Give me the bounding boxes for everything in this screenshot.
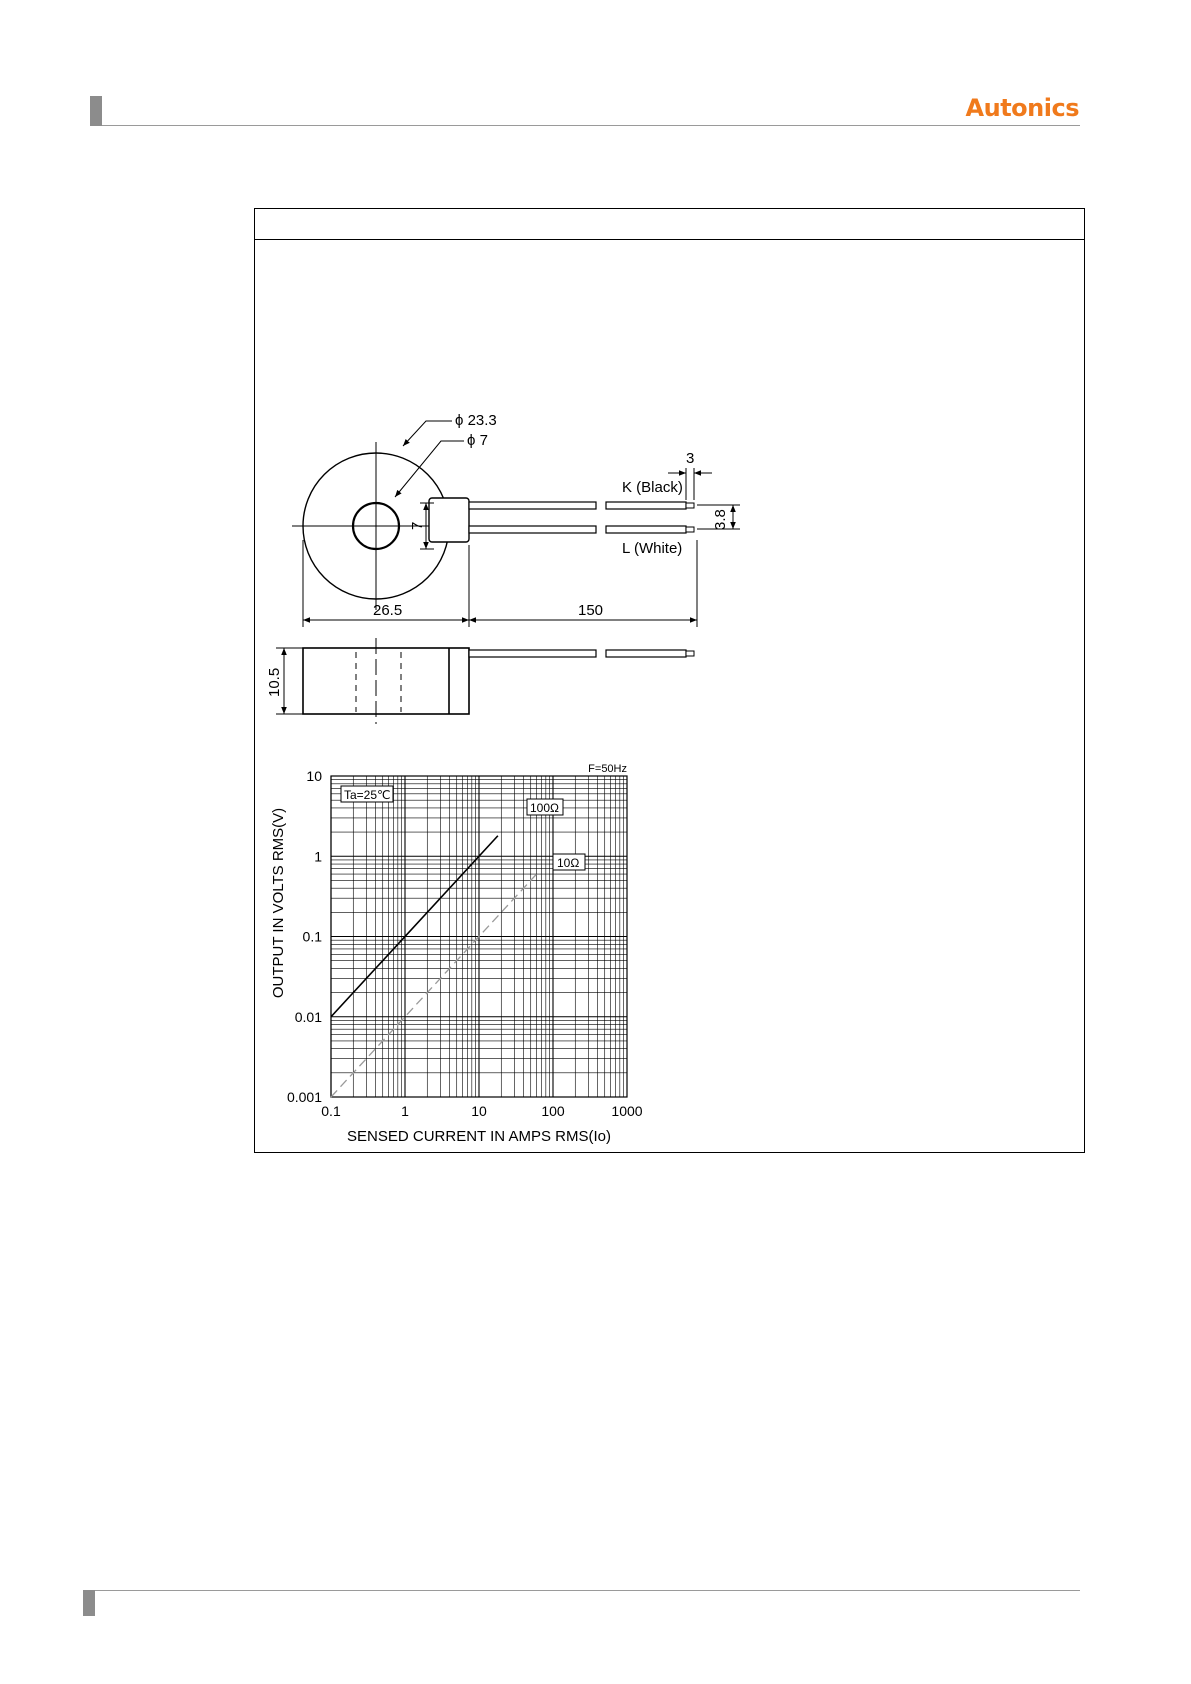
x-tick-label: 1 bbox=[401, 1103, 409, 1119]
series-line bbox=[331, 836, 498, 1017]
y-tick-label: 0.001 bbox=[286, 1089, 322, 1105]
lead-boss bbox=[429, 498, 469, 542]
x-tick-label: 10 bbox=[471, 1103, 487, 1119]
dim-inner-diameter: ϕ 7 bbox=[467, 432, 488, 449]
footer-rule bbox=[95, 1590, 1080, 1591]
lead-l bbox=[469, 526, 596, 533]
label-lead-k: K (Black) bbox=[622, 479, 683, 496]
dim-lead-length: 150 bbox=[578, 602, 604, 619]
footer-bar-marker bbox=[83, 1590, 95, 1616]
series-label-100: 100Ω bbox=[530, 801, 559, 815]
chart-y-axis-label: OUTPUT IN VOLTS RMS(V) bbox=[270, 807, 287, 999]
x-tick-label: 0.1 bbox=[321, 1103, 341, 1119]
label-lead-l: L (White) bbox=[622, 540, 683, 557]
dim-lead-end: 3 bbox=[686, 450, 695, 467]
chart-x-axis-label: SENSED CURRENT IN AMPS RMS(Io) bbox=[347, 1128, 611, 1145]
series-label-10: 10Ω bbox=[557, 856, 580, 870]
dim-lead-pitch: 3.8 bbox=[712, 509, 729, 530]
chart-series-layer bbox=[331, 836, 537, 1097]
dim-outer-diameter: ϕ 23.3 bbox=[455, 412, 497, 429]
brand-logo: Autonics bbox=[965, 94, 1079, 122]
y-tick-label: 0.1 bbox=[302, 928, 322, 945]
output-chart bbox=[270, 763, 643, 1145]
y-tick-label: 1 bbox=[314, 848, 322, 865]
chart-tick-labels bbox=[287, 768, 643, 1119]
y-tick-label: 0.01 bbox=[294, 1008, 322, 1025]
x-tick-label: 100 bbox=[541, 1103, 565, 1119]
side-view bbox=[303, 638, 694, 724]
lead-k bbox=[469, 502, 596, 509]
temperature-note: Ta=25℃ bbox=[344, 788, 391, 802]
dim-window-height: 7 bbox=[409, 521, 426, 530]
x-tick-label: 1000 bbox=[611, 1103, 643, 1119]
y-tick-label: 10 bbox=[306, 768, 322, 784]
frequency-note: F=50Hz bbox=[588, 763, 627, 775]
dim-body-width: 26.5 bbox=[373, 602, 403, 619]
series-line bbox=[331, 874, 537, 1097]
front-view bbox=[292, 442, 694, 610]
dim-body-thickness: 10.5 bbox=[266, 667, 283, 697]
